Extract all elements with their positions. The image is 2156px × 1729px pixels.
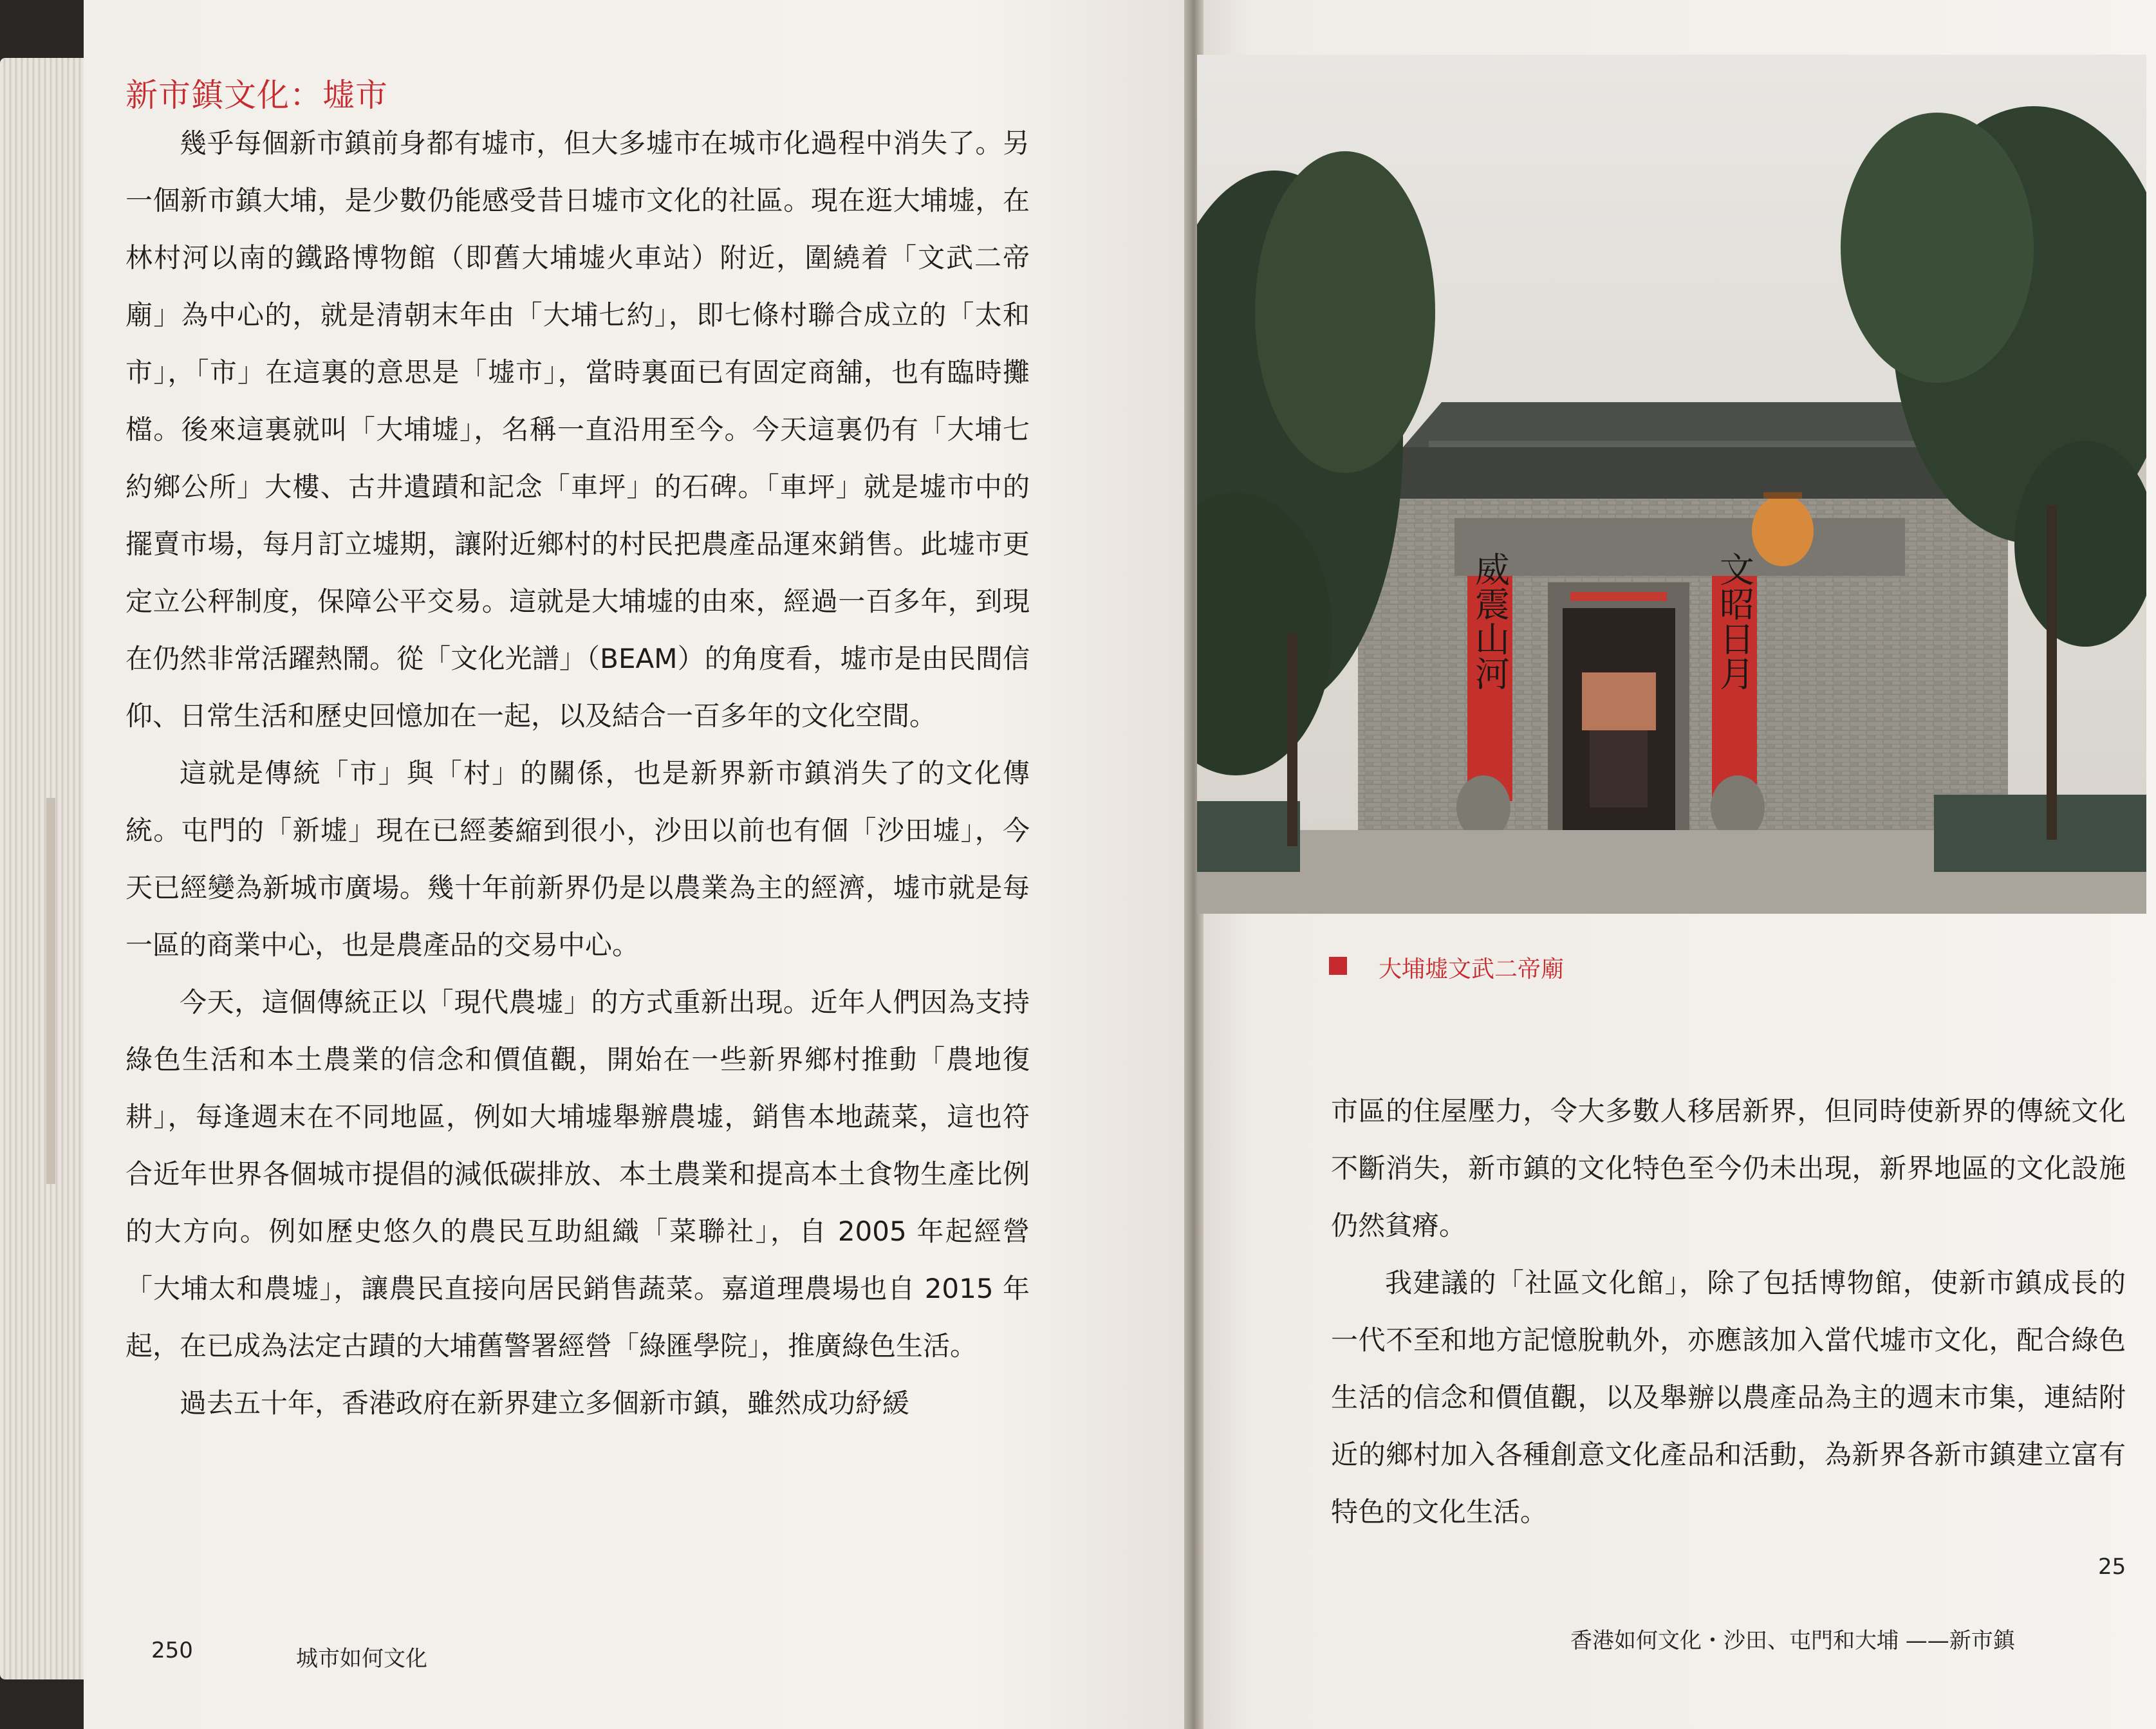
edge-shadow	[46, 798, 55, 1184]
running-head-left: 城市如何文化	[296, 1646, 427, 1672]
paragraph: 今天，這個傳統正以「現代農墟」的方式重新出現。近年人們因為支持綠色生活和本土農業的信念和價值觀，開始在一些新界鄉村推動「農地復耕」，每逢週末在不同地區，例如大埔墟舉辦農墟，銷售本地蔬菜，這也符合近年世界各個城市提倡的減低碳排放、本土農業和提高本土食物生產比例的大方向。例如歷史悠久的農民互助組織「菜聯社」，自 2005 年起經營「大埔太和農墟」，讓農民直接向居民銷售蔬菜。嘉道理農場也自 2015 年起，在已成為法定古蹟的大埔舊警署經營「綠匯學院」，推廣綠色生活。	[125, 986, 1030, 1362]
paragraph: 這就是傳統「市」與「村」的關係，也是新界新市鎮消失了的文化傳統。屯門的「新墟」現在已經萎縮到很小，沙田以前也有個「沙田墟」，今天已經變為新城市廣場。幾十年前新界仍是以農業為主的經濟，墟市就是每一區的商業中心，也是農產品的交易中心。	[125, 757, 1030, 961]
page-number-right: 25	[2098, 1554, 2126, 1580]
photo-caption: 大埔墟文武二帝廟	[1379, 956, 1565, 983]
paragraph: 我建議的「社區文化館」，除了包括博物館，使新市鎮成長的一代不至和地方記憶脫軌外，亦應該加入當代墟市文化，配合綠色生活的信念和價值觀，以及舉辦以農產品為主的週末市集，連結附近的鄉村加入各種創意文化產品和活動，為新界各新市鎮建立富有特色的文化生活。	[1331, 1267, 2126, 1528]
page-edges	[0, 58, 87, 1679]
temple-photo	[1197, 55, 2146, 914]
left-body-text	[125, 115, 1030, 1432]
paragraph: 幾乎每個新市鎮前身都有墟市，但大多墟市在城市化過程中消失了。另一個新市鎮大埔，是少數仍能感受昔日墟市文化的社區。現在逛大埔墟，在林村河以南的鐵路博物館（即舊大埔墟火車站）附近，圍繞着「文武二帝廟」為中心的，就是清朝末年由「大埔七約」，即七條村聯合成立的「太和市」，「市」在這裏的意思是「墟市」，當時裏面已有固定商舖，也有臨時攤檔。後來這裏就叫「大埔墟」，名稱一直沿用至今。今天這裏仍有「大埔七約鄉公所」大樓、古井遺蹟和記念「車坪」的石碑。「車坪」就是墟市中的擺賣市場，每月訂立墟期，讓附近鄉村的村民把農產品運來銷售。此墟市更定立公秤制度，保障公平交易。這就是大埔墟的由來，經過一百多年，到現在仍然非常活躍熱鬧。從「文化光譜」（BEAM）的角度看，墟市是由民間信仰、日常生活和歷史回憶加在一起，以及結合一百多年的文化空間。	[125, 127, 1030, 732]
paragraph: 市區的住屋壓力，令大多數人移居新界，但同時使新界的傳統文化不斷消失，新市鎮的文化特色至今仍未出現，新界地區的文化設施仍然貧瘠。	[1331, 1095, 2126, 1241]
right-body-text	[1331, 1082, 2126, 1540]
right-scroll-text: 文昭日月	[1714, 551, 1755, 690]
running-head-right: 香港如何文化・沙田、屯門和大埔 ——新市鎮	[1570, 1628, 2015, 1654]
paragraph: 過去五十年，香港政府在新界建立多個新市鎮，雖然成功紓緩	[180, 1387, 910, 1419]
section-title: 新市鎮文化：墟市	[125, 77, 388, 114]
caption-marker	[1329, 957, 1347, 975]
page-number-left: 250	[151, 1638, 193, 1663]
left-scroll-text: 威震山河	[1469, 551, 1510, 690]
